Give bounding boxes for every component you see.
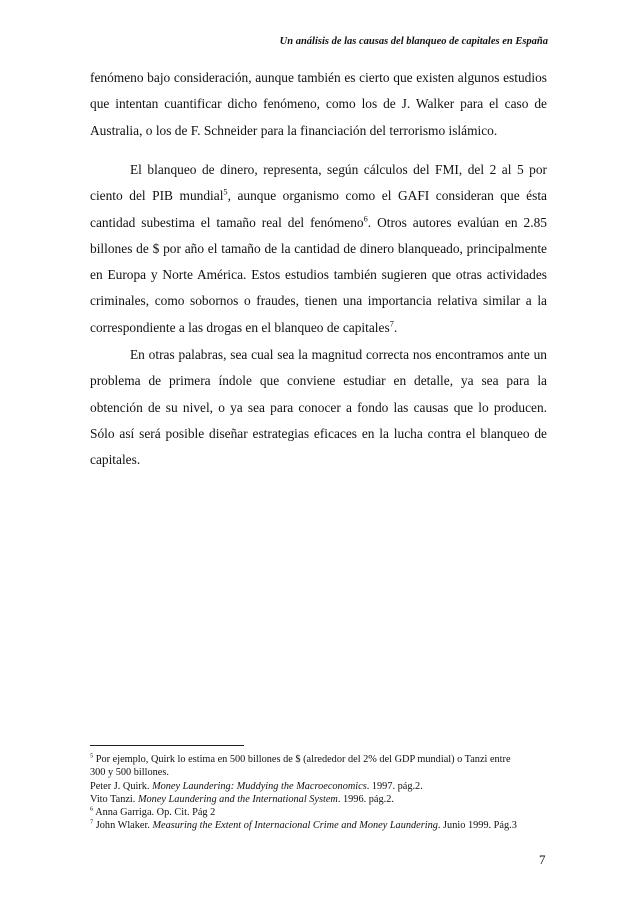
footnote-ref-7: 7	[389, 319, 394, 329]
footnote-ref-6: 6	[363, 214, 368, 224]
footnote-5-text-1: Por ejemplo, Quirk lo estima en 500 billones de $ (alrededor del 2% del GDP mundial) o Tanzi entre	[93, 754, 511, 765]
footnote-5-author-tanzi: Vito Tanzi.	[90, 793, 138, 805]
footnote-7-mark: 7	[90, 819, 94, 827]
footnote-7	[90, 819, 560, 832]
footnote-6-mark: 6	[90, 805, 94, 813]
footnote-7-author: John Wlaker.	[93, 820, 153, 832]
footnote-5-title-tanzi: Money Laundering and the International System	[137, 793, 338, 805]
paragraph-3: En otras palabras, sea cual sea la magnitud correcta nos encontramos ante un problema de primera índole que conviene estudiar en detalle, ya sea para la obtención de su nivel, o ya sea para conocer a fondo las causas que lo producen. Sólo así será posible diseñar estrategias eficaces en la lucha contra el blanqueo de capitales.	[90, 347, 547, 468]
paragraph-2-text-c: . Otros autores evalúan en 2.85 billones de $ por año el tamaño de la cantidad de dinero blanqueado, principalmente en Europa y Norte América. Estos estudios también sugieren que otras actividades criminales, como sobornos o fraudes, tienen una importancia relativa similar a la correspondiente a las drogas en el blanqueo de capitales	[90, 214, 547, 335]
footnote-7-title: Measuring the Extent of Internacional Crime and Money Laundering	[152, 820, 438, 832]
paragraph-2-text-b: , aunque organismo como el GAFI consideran que ésta cantidad subestima el tamaño real del fenómeno	[90, 188, 548, 230]
footnote-5-details-tanzi: . 1996. pág.2.	[337, 793, 394, 805]
paragraph-2-text-a: El blanqueo de dinero, representa, según cálculos del FMI, del 2 al 5 por ciento del PIB mundial	[90, 162, 547, 204]
paragraph-1: fenómeno bajo consideración, aunque también es cierto que existen algunos estudios que intentan cuantificar dicho fenómeno, como los de J. Walker para el caso de Australia, o los de F. Schneider para la financiación del terrorismo islámico.	[90, 70, 547, 138]
footnote-5-line-4	[90, 793, 560, 806]
footnote-7-details: . Junio 1999. Pág.3	[437, 820, 517, 832]
footnote-5-mark: 5	[90, 752, 94, 760]
paragraph-2	[90, 157, 547, 341]
footnote-6-text: Anna Garriga. Op. Cit. Pág 2	[93, 807, 216, 819]
footnote-5-line-2: 300 y 500 billones.	[90, 767, 169, 779]
footnote-5-line-1	[90, 753, 560, 766]
footnote-5-line-3	[90, 780, 560, 793]
footnotes	[90, 753, 560, 833]
page-number: 7	[539, 852, 546, 867]
footnote-5-author-quirk: Peter J. Quirk.	[90, 780, 153, 792]
footnote-5-title-quirk: Money Laundering: Muddying the Macroeconomics	[152, 780, 367, 792]
running-header: Un análisis de las causas del blanqueo de capitales en España	[279, 36, 548, 47]
footnote-6	[90, 806, 560, 819]
paragraph-2-text-d: .	[393, 319, 398, 335]
footnote-ref-5: 5	[223, 187, 228, 197]
footnote-5-details-quirk: . 1997. pág.2.	[366, 780, 423, 792]
footnote-separator	[90, 745, 244, 746]
